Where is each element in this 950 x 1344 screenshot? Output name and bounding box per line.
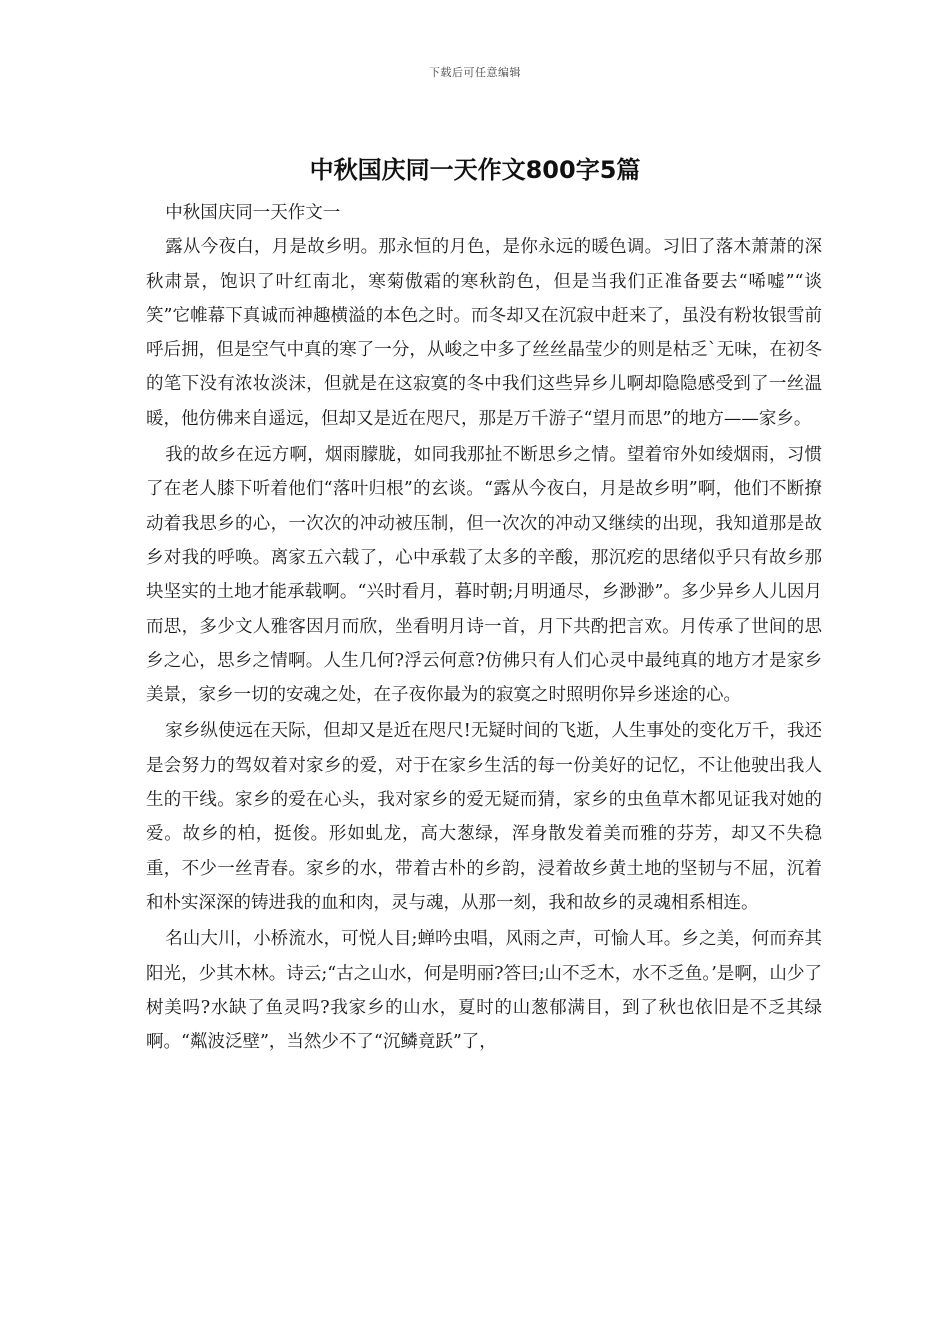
paragraph: 我的故乡在远方啊，烟雨朦胧，如同我那扯不断思乡之情。望着帘外如绫烟雨，习惯了在老人膝下听着他们“落叶归根”的玄谈。“露从今夜白，月是故乡明”啊，他们不断撩动着我思乡的心，一次次的冲动被压制，但一次次的冲动又继续的出现，我知道那是故乡对我的呼唤。离家五六载了，心中承载了太多的辛酸，那沉疙的思绪似乎只有故乡那块坚实的土地才能承载啊。“兴时看月，暮时朝;月明通尽，乡渺渺”。多少异乡人儿因月而思，多少文人雅客因月而欣，坐看明月诗一首，月下共酌把言欢。月传承了世间的思乡之心，思乡之情啊。人生几何?浮云何意?仿佛只有人们心灵中最纯真的地方才是家乡美景，家乡一切的安魂之处，在子夜你最为的寂寞之时照明你异乡迷途的心。 — [146, 445, 822, 706]
paragraph: 露从今夜白，月是故乡明。那永恒的月色，是你永远的暖色调。习旧了落木萧萧的深秋肃景，饱识了叶红南北，寒菊傲霜的寒秋韵色，但是当我们正准备要去“唏嘘”“谈笑”它帷幕下真诚而神趣横溢的本色之时。而冬却又在沉寂中赶来了，虽没有粉妆银雪前呼后拥，但是空气中真的寒了一分，从峻之中多了丝丝晶莹少的则是枯乏`无味，在初冬的笔下没有浓妆淡沫，但就是在这寂寞的冬中我们这些异乡儿啊却隐隐感受到了一丝温暖，他仿佛来自遥远，但却又是近在咫尺，那是万千游子“望月而思”的地方——家乡。 — [146, 237, 822, 429]
document-title: 中秋国庆同一天作文800字5篇 — [309, 156, 641, 184]
paragraph: 名山大川，小桥流水，可悦人目;蝉吟虫唱，风雨之声，可愉人耳。乡之美，何而弃其阳光，少其木林。诗云;“古之山水，何是明丽?答曰;山不乏木，水不乏鱼。’是啊，山少了树美吗?水缺了鱼灵吗?我家乡的山水，夏时的山葱郁满目，到了秋也依旧是不乏其绿啊。“粼波泛壁”，当然少不了“沉鳞竟跃”了， — [146, 929, 822, 1053]
section-subtitle: 中秋国庆同一天作文一 — [165, 203, 341, 223]
paragraph: 家乡纵使远在天际，但却又是近在咫尺!无疑时间的飞逝，人生事处的变化万千，我还是会努力的驾奴着对家乡的爱，对于在家乡生活的每一份美好的记忆，不让他驶出我人生的干线。家乡的爱在心头，我对家乡的爱无疑而猜，家乡的虫鱼草木都见证我对她的爱。故乡的柏，挺俊。形如虬龙，高大葱绿，浑身散发着美而雅的芬芳，却又不失稳重，不少一丝青春。家乡的水，带着古朴的乡韵，浸着故乡黄土地的坚韧与不屈，沉着和朴实深深的铸进我的血和肉，灵与魂，从那一刻，我和故乡的灵魂相系相连。 — [146, 721, 822, 913]
document-body — [146, 196, 822, 1061]
header-note: 下载后可任意编辑 — [429, 66, 521, 79]
